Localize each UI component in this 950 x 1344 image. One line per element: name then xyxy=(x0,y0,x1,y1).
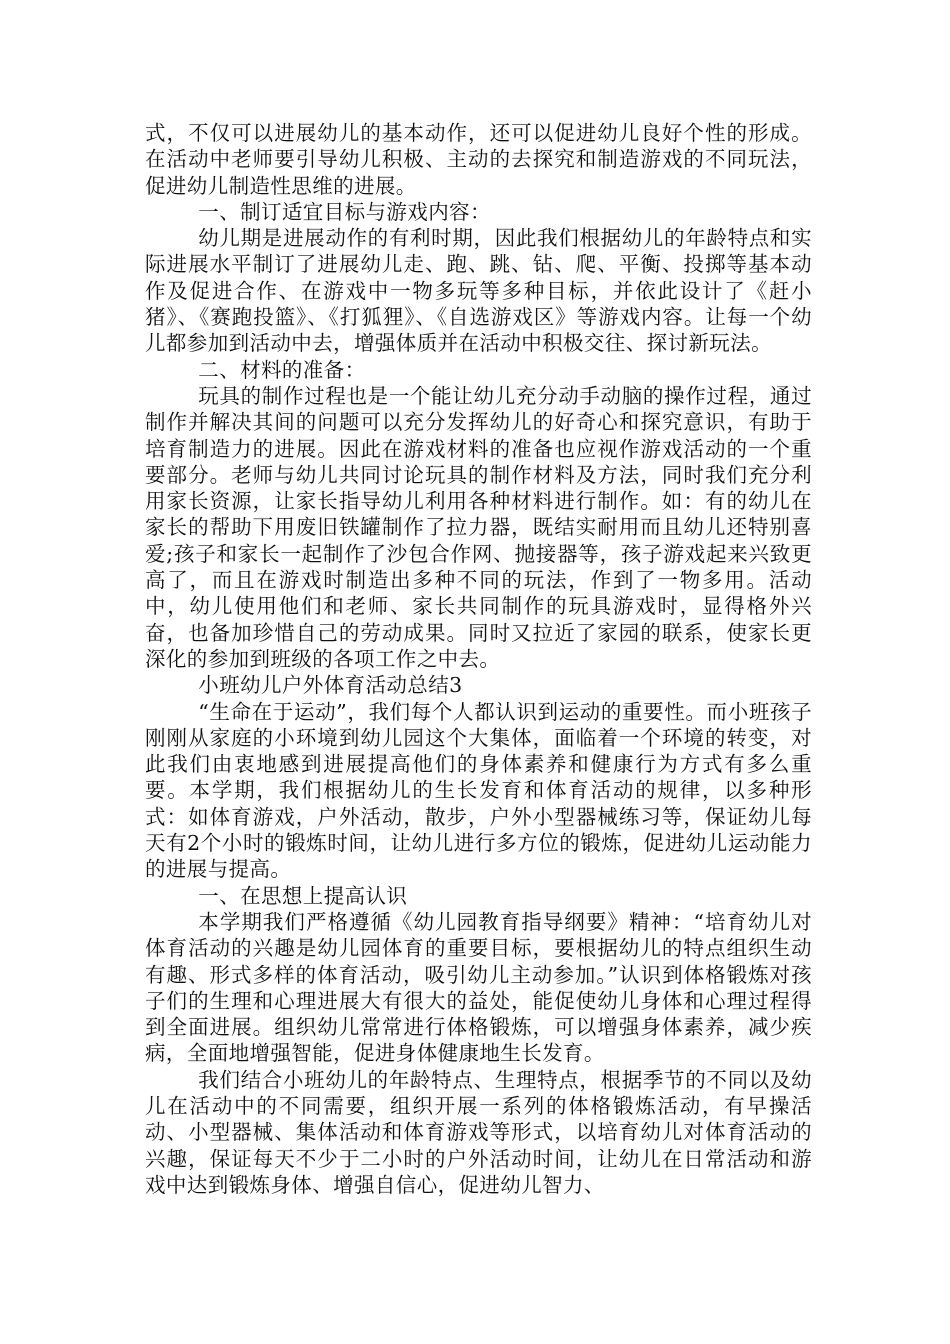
paragraph-goals: 幼儿期是进展动作的有利时期，因此我们根据幼儿的年龄特点和实际进展水平制订了进展幼儿走、跑、跳、钻、爬、平衡、投掷等基本动作及促进合作、在游戏中一物多玩等多种目标，并依此设计了《赶小猪》、《赛跑投篮》、《打狐狸》、《自选游戏区》等游戏内容。让每一个幼儿都参加到活动中去，增强体质并在活动中积极交往、探讨新玩法。 xyxy=(145,226,812,356)
section-heading-awareness: 一、在思想上提高认识 xyxy=(198,883,408,908)
paragraph-materials: 玩具的制作过程也是一个能让幼儿充分动手动脑的操作过程，通过制作并解决其间的问题可以充分发挥幼儿的好奇心和探究意识，有助于培育制造力的进展。因此在游戏材料的准备也应视作游戏活动的一个重要部分。老师与幼儿共同讨论玩具的制作材料及方法，同时我们充分利用家长资源，让家长指导幼儿利用各种材料进行制作。如：有的幼儿在家长的帮助下用废旧铁罐制作了拉力器，既结实耐用而且幼儿还特别喜爱;孩子和家长一起制作了沙包合作网、抛接器等，孩子游戏起来兴致更高了，而且在游戏时制造出多种不同的玩法，作到了一物多用。活动中，幼儿使用他们和老师、家长共同制作的玩具游戏时，显得格外兴奋，也备加珍惜自己的劳动成果。同时又拉近了家园的联系，使家长更深化的参加到班级的各项工作之中去。 xyxy=(145,383,812,671)
paragraph-continuation: 式，不仅可以进展幼儿的基本动作，还可以促进幼儿良好个性的形成。在活动中老师要引导幼儿积极、主动的去探究和制造游戏的不同玩法，促进幼儿制造性思维的进展。 xyxy=(145,121,812,198)
paragraph-activities: 我们结合小班幼儿的年龄特点、生理特点，根据季节的不同以及幼儿在活动中的不同需要，组织开展一系列的体格锻炼活动，有早操活动、小型器械、集体活动和体育游戏等形式，以培育幼儿对体育活动的兴趣，保证每天不少于二小时的户外活动时间，让幼儿在日常活动和游戏中达到锻炼身体、增强自信心，促进幼儿智力、 xyxy=(145,1067,812,1197)
section-heading-goals: 一、制订适宜目标与游戏内容： xyxy=(198,199,491,224)
document-page xyxy=(145,120,812,1198)
paragraph-intro: “生命在于运动”，我们每个人都认识到运动的重要性。而小班孩子刚刚从家庭的小环境到幼儿园这个大集体，面临着一个环境的转变，对此我们由衷地感到进展提高他们的身体素养和健康行为方式有多么重要。本学期，我们根据幼儿的生长发育和体育活动的规律，以多种形式：如体育游戏，户外活动，散步，户外小型器械练习等，保证幼儿每天有2个小时的锻炼时间，让幼儿进行多方位的锻炼，促进幼儿运动能力的进展与提高。 xyxy=(145,699,812,882)
section-heading-materials: 二、材料的准备： xyxy=(198,357,366,382)
paragraph-awareness: 本学期我们严格遵循《幼儿园教育指导纲要》精神：“培育幼儿对体育活动的兴趣是幼儿园体育的重要目标，要根据幼儿的特点组织生动有趣、形式多样的体育活动，吸引幼儿主动参加。”认识到体格锻炼对孩子们的生理和心理进展大有很大的益处，能促使幼儿身体和心理过程得到全面进展。组织幼儿常常进行体格锻炼，可以增强身体素养，减少疾病，全面地增强智能，促进身体健康地生长发育。 xyxy=(145,909,812,1066)
article-title: 小班幼儿户外体育活动总结3 xyxy=(198,673,463,698)
